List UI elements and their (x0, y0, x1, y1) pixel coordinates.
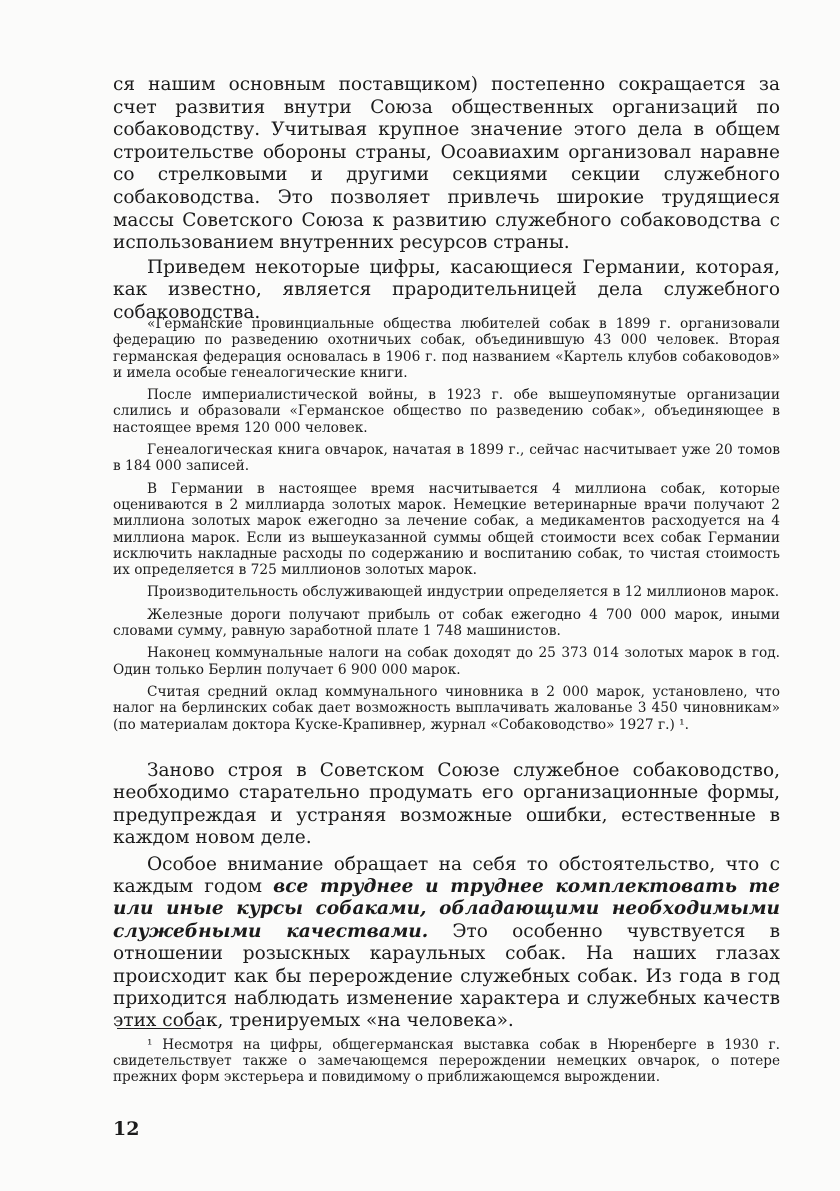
page-number: 12 (113, 1118, 140, 1140)
main-paragraph-2-emphasis: все труднее и труднее комплектовать те или иные курсы собаками, обладающими необходимыми служебными качествами. (113, 876, 780, 942)
footnote (113, 1038, 780, 1085)
main-paragraph-2-start: Особое внимание обращает на себя то обстоятельство, что с каждым годом (113, 853, 780, 898)
quote-paragraph-7: Наконец коммунальные налоги на собак доходят до 25 373 014 золотых марок в год. Один только Берлин получает 6 900 000 марок. (113, 645, 780, 678)
quote-paragraph-2: После империалистической войны, в 1923 г. обе вышеупомянутые организации слились и образовали «Германское общество по разведению собак», объединяющее в настоящее время 120 000 человек. (113, 387, 780, 436)
quote-paragraph-8: Считая средний оклад коммунального чиновника в 2 000 марок, установлено, что налог на берлинских собак дает возможность выплачивать жалованье 3 450 чиновникам» (по материалам доктора Куске-Крапивнер, журнал «Собаководство» 1927 г.) ¹. (113, 683, 780, 733)
main-paragraph-1: Заново строя в Советском Союзе служебное собаководство, необходимо старательно продумать его организационные формы, предупреждая и устраняя возможные ошибки, естественные в каждом новом деле. (113, 760, 780, 849)
quote-paragraph-6: Железные дороги получают прибыль от собак ежегодно 4 700 000 марок, иными словами сумму, равную заработной плате 1 748 машинистов. (113, 606, 780, 640)
main-paragraph-2 (113, 854, 780, 1033)
footnote-rule (117, 1028, 201, 1029)
intro-paragraph-1: ся нашим основным поставщиком) постепенно сокращается за счет развития внутри Союза общественных организаций по собаководству. Учитывая крупное значение этого дела в общем строительстве обороны страны, Осоавиахим организовал наравне со стрелковыми и другими секциями секции служебного собаководства. Это позволяет привлечь широкие трудящиеся массы Советского Союза к развитию служебного собаководства с использованием внутренних ресурсов страны. (113, 74, 780, 254)
quote-paragraph-3: Генеалогическая книга овчарок, начатая в 1899 г., сейчас насчитывает уже 20 томов в 184 000 записей. (113, 442, 780, 475)
main-paragraph-2-end: Это особенно чувствуется в отношении розыскных караульных собак. На наших глазах происходит как бы перерождение служебных собак. Из года в год приходится наблюдать изменение характера и служебных качеств этих собак, тренируемых «на человека». (113, 920, 780, 1032)
intro-paragraph-2: Приведем некоторые цифры, касающиеся Германии, которая, как известно, является прародительницей дела служебного собаководства. (113, 256, 780, 323)
quote-paragraph-1: «Германские провинциальные общества любителей собак в 1899 г. организовали федерацию по разведению охотничьих собак, объединившую 43 000 человек. Вторая германская федерация основалась в 1906 г. под названием «Картель клубов собаководов» и имела особые генеалогические книги. (113, 316, 780, 381)
quote-paragraph-5: Производительность обслуживающей индустрии определяется в 12 миллионов марок. (147, 584, 780, 601)
intro-section (113, 74, 780, 325)
quotation-block (113, 316, 780, 739)
main-section (113, 760, 780, 1037)
quote-paragraph-4: В Германии в настоящее время насчитывается 4 миллиона собак, которые оцениваются в 2 миллиарда золотых марок. Немецкие ветеринарные врачи получают 2 миллиона золотых марок ежегодно за лечение собак, а медикаментов расходуется на 4 миллиона марок. Если из вышеуказанной суммы общей стоимости всех собак Германии исключить накладные расходы по содержанию и воспитанию собак, то чистая стоимость их определяется в 725 миллионов золотых марок. (113, 480, 780, 579)
footnote-text: ¹ Несмотря на цифры, общегерманская выставка собак в Нюренберге в 1930 г. свидетельствует также о замечающемся перерождении немецких овчарок, о потере прежних форм экстерьера и повидимому о приближающемся вырождении. (113, 1037, 780, 1085)
